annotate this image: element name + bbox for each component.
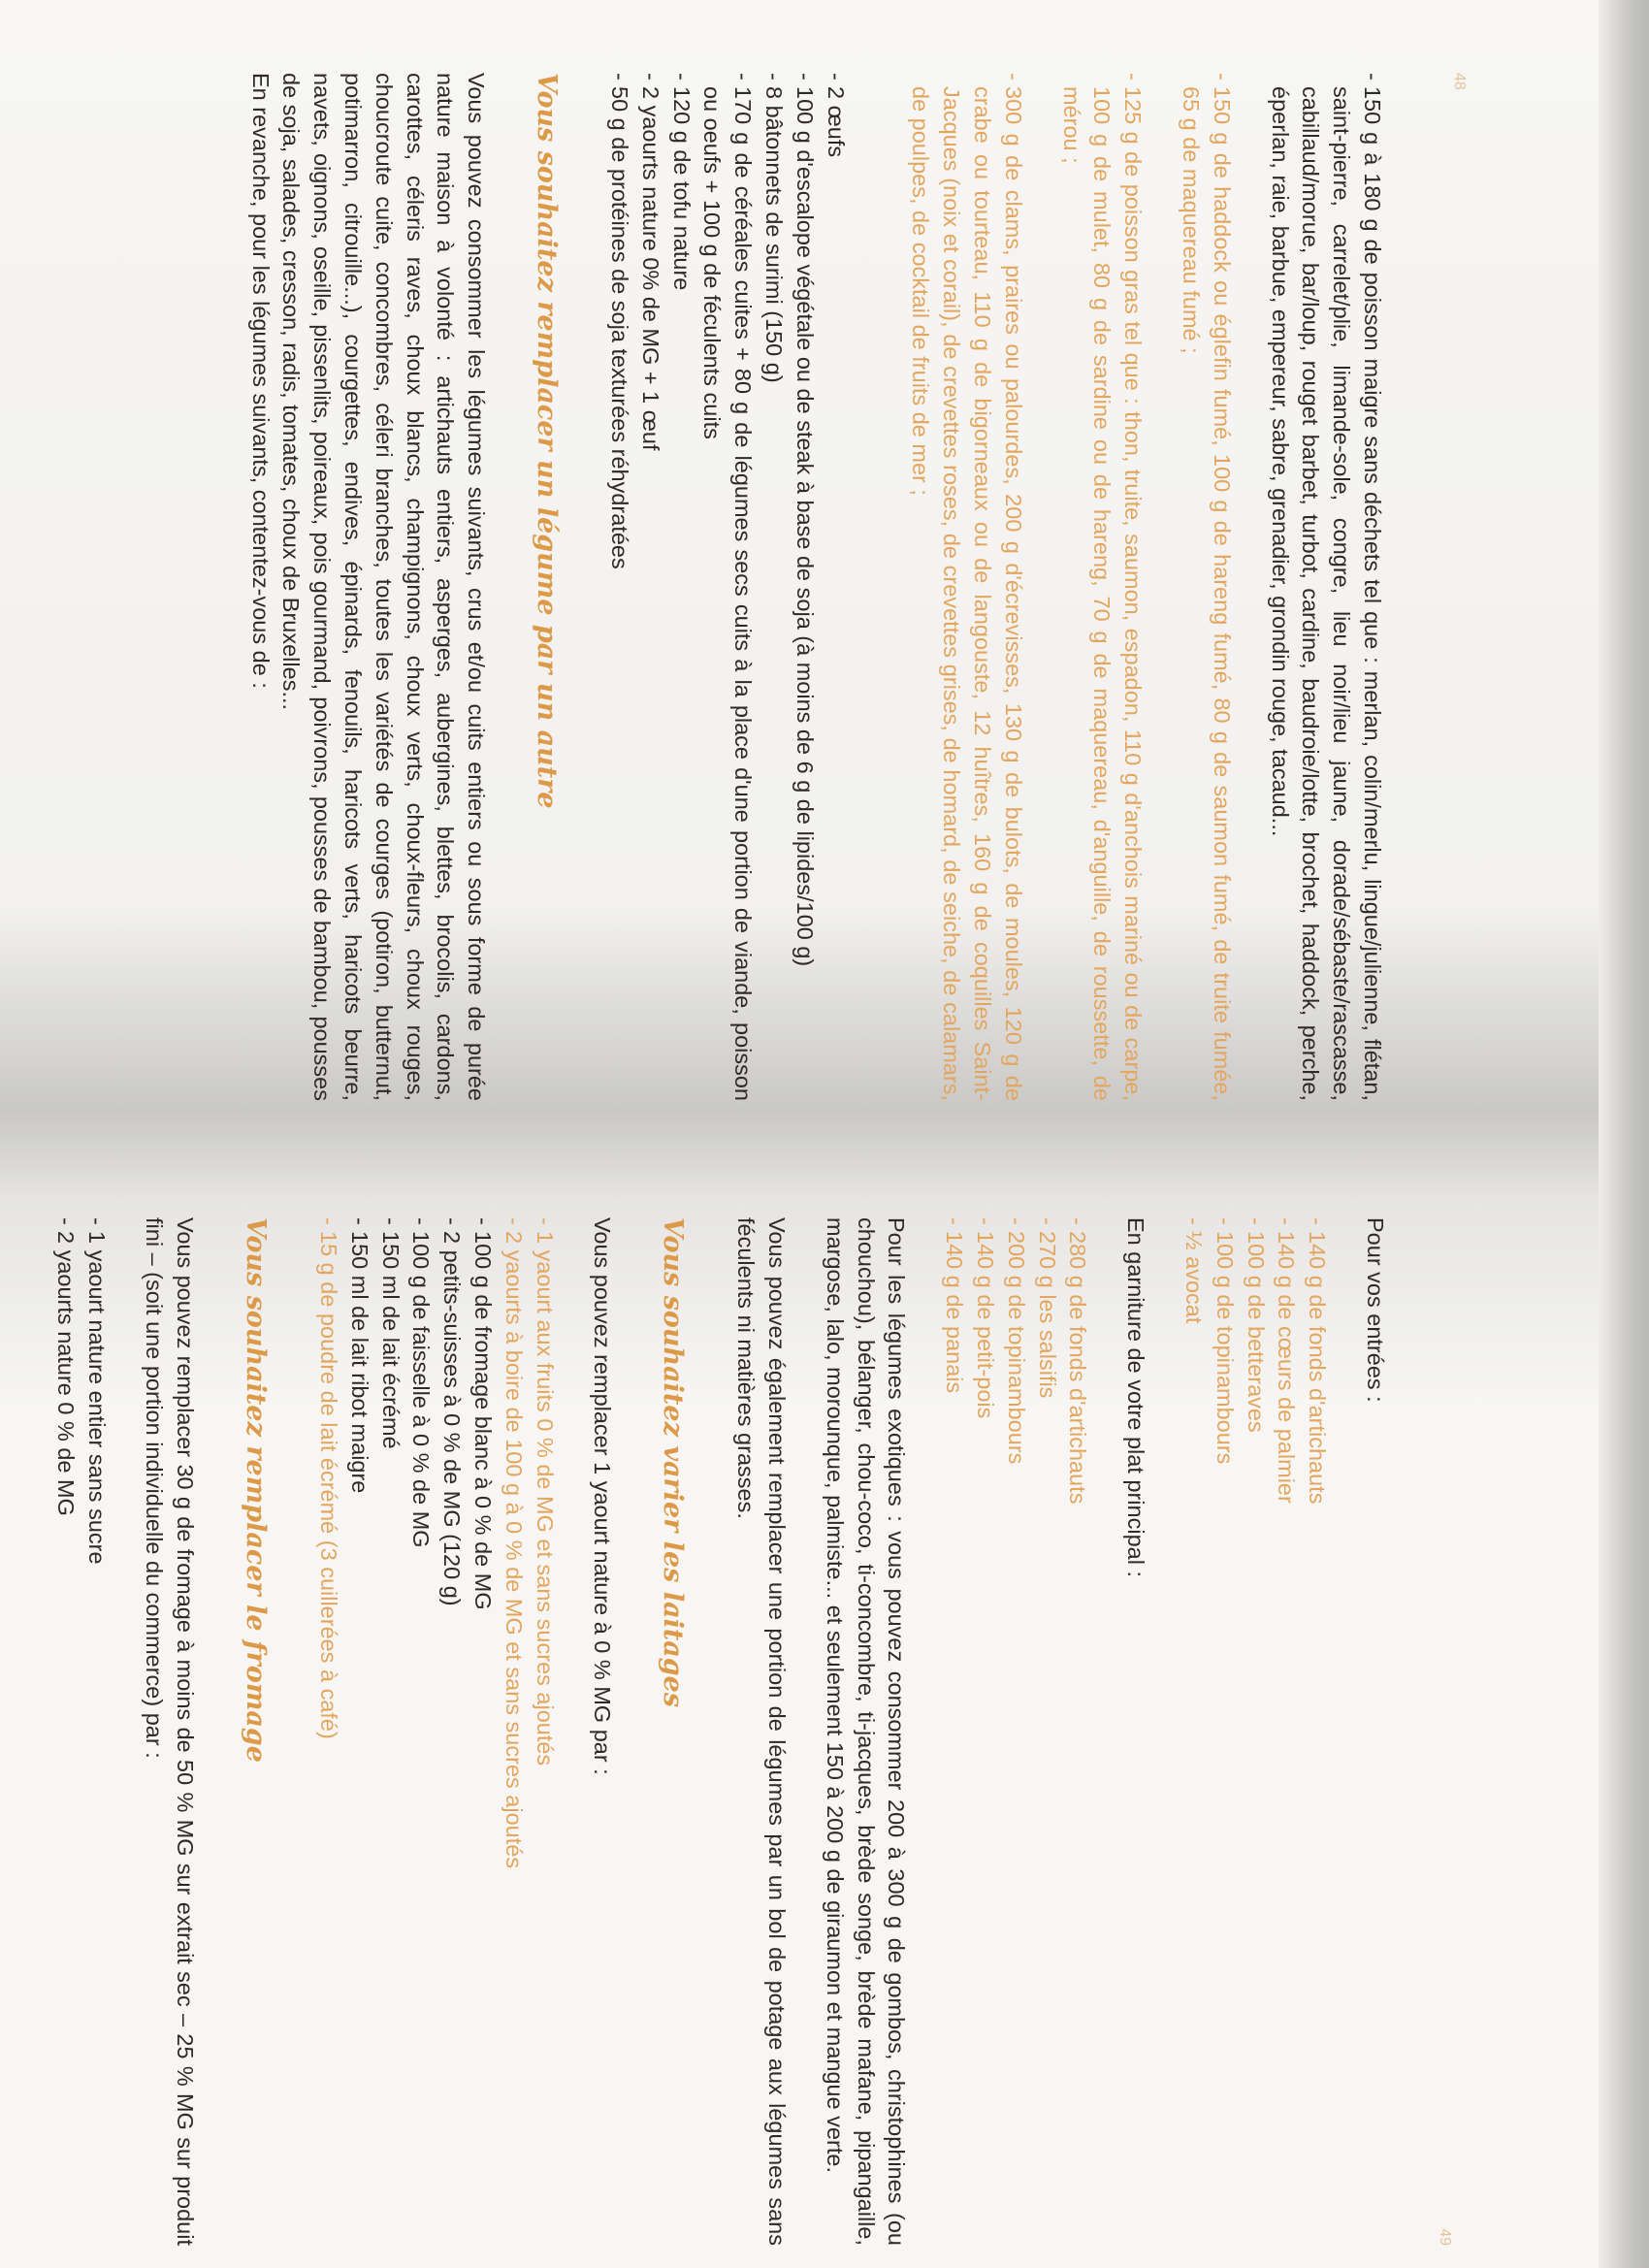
fish-list-item: - 125 g de poisson gras tel que : thon, truite, saumon, espadon, 110 g d'anchois mariné ou de carpe, 100 g de mulet, 80 g de sardine ou de hareng, 70 g de maquereau, d'anguille, de roussette, de mérou ; <box>1058 73 1147 1101</box>
list-item: - 1 yaourt aux fruits 0 % de MG et sans sucres ajoutés <box>532 1217 558 1766</box>
exotic-paragraph: Pour les légumes exotiques : vous pouvez consommer 200 à 300 g de gombos, christophines (ou chouchou), bélanger, chou-coco, ti-concombre, ti-jacques, brède songe, brède mafane, pipangaille, margose, lalo, morounque, palmiste... et seulement 150 à 200 g de giraumon et mangue verte. <box>822 1217 910 2246</box>
dairy-intro: Vous pouvez remplacer 1 yaourt nature à 0 % MG par : <box>590 1217 616 1775</box>
list-item: - 100 g de betteraves <box>1243 1217 1269 1433</box>
plat-intro: En garniture de votre plat principal : <box>1123 1217 1149 1577</box>
list-item: - 170 g de céréales cuites + 80 g de légumes secs cuits à la place d'une portion de viande, poisson ou oeufs + 100 g de féculents cuits <box>699 73 757 1101</box>
list-item: - 8 bâtonnets de surimi (150 g) <box>761 73 788 383</box>
plat-list <box>938 1217 1092 2246</box>
fish-list-item: - 300 g de clams, praires ou palourdes, 200 g d'écrevisses, 130 g de bulots, de moules, 120 g de crabe ou tourteau, 110 g de bigorneaux ou de langouste, 12 huîtres, 160 g de coquilles Saint-Jacques (noix et corail), de crevettes roses, de crevettes grises, de homard, de seiche, de calamars, de poulpes, de cocktail de fruits de mer ; <box>908 73 1026 1101</box>
cheese-intro: Vous pouvez remplacer 30 g de fromage à moins de 50 % MG sur extrait sec – 25 % MG sur produit fini – (soit une portion individuelle du commerce) par : <box>142 1217 199 2246</box>
list-item: - 280 g de fonds d'artichauts <box>1065 1217 1091 1505</box>
list-item: - 140 g de panais <box>942 1217 968 1394</box>
section-heading-vegetables: Vous souhaitez remplacer un légume par un autre <box>532 73 563 809</box>
cheese-list <box>49 1217 112 2246</box>
dairy-list <box>312 1217 559 2246</box>
list-item: - 100 g de topinambours <box>1212 1217 1238 1465</box>
vegetables-paragraph: Vous pouvez consommer les légumes suivants, crus et/ou cuits entiers ou sous forme de purée nature maison à volonté : artichauts entiers, asperges, aubergines, blettes, brocolis, cardons, carottes, céleris raves, choux blancs, champignons, choux verts, choux-fleurs, choux rouges, choucroute cuite, concombres, céleri branches, toutes les variétés de courges (potiron, butternut, potimarron, citrouille...), courgettes, endives, épinards, fenouils, haricots verts, haricots beurre, navets, oignons, oseille, pissenlits, poireaux, pois gourmand, poivrons, pousses de bambou, pousses de soja, salades, cresson, radis, tomates, choux de Bruxelles... <box>278 73 490 1101</box>
page-edge <box>1599 0 1649 2268</box>
right-page <box>52 1217 1479 2246</box>
list-item: - 200 g de topinambours <box>1003 1217 1029 1465</box>
list-item: - 140 g de petit-pois <box>973 1217 999 1419</box>
list-item: - ½ avocat <box>1181 1217 1208 1324</box>
protein-list <box>603 73 850 1101</box>
soup-paragraph: Vous pouvez également remplacer une portion de légumes par un bol de potage aux légumes sans féculents ni matières grasses. <box>733 1217 791 2246</box>
fish-list-item: - 150 g de haddock ou églefin fumé, 100 g de hareng fumé, 80 g de saumon fumé, de truite fumée, 65 g de maquereau fumé ; <box>1179 73 1235 1101</box>
fish-list-item: - 150 g à 180 g de poisson maigre sans déchets tel que : merlan, colin/merlu, lingue/julienne, flétan, saint-pierre, carrelet/plie, limande-sole, congre, lieu noir/lieu jaune, dorade/sébaste/rascasse, cabillaud/morue, bar/loup, rouget barbet, turbot, cardine, baudroie/lotte, brochet, haddock, perche, éperlan, raie, barbue, empereur, sabre, grenadier, grondin rouge, tacaud... <box>1267 73 1385 1101</box>
list-item: - 100 g de faisselle à 0 % de MG <box>408 1217 435 1548</box>
list-item: - 2 yaourts à boire de 100 g à 0 % de MG et sans sucres ajoutés <box>501 1217 527 1869</box>
list-item: - 2 petits-suisses à 0 % de MG (120 g) <box>439 1217 466 1606</box>
page-number-left: 48 <box>1451 73 1468 90</box>
list-item: - 100 g d'escalope végétale ou de steak à base de soja (à moins de 6 g de lipides/100 g) <box>792 73 818 967</box>
list-item: - 1 yaourt nature entier sans sucre <box>83 1217 110 1565</box>
list-item: - 270 g les salsifis <box>1034 1217 1060 1399</box>
list-item: - 150 ml de lait écrémé <box>377 1217 404 1449</box>
list-item: - 150 ml de lait ribot maigre <box>346 1217 372 1494</box>
list-item: - 2 yaourts nature 0 % de MG <box>52 1217 79 1516</box>
entrees-intro: Pour vos entrées : <box>1363 1217 1388 1403</box>
vegetables-closing: En revanche, pour les légumes suivants, contentez-vous de : <box>247 73 274 689</box>
list-item: - 2 yaourts nature 0% de MG + 1 œuf <box>637 73 663 451</box>
list-item: - 120 g de tofu nature <box>668 73 695 291</box>
list-item: - 2 œufs <box>823 73 849 158</box>
list-item: - 50 g de protéines de soja texturées réhydratées <box>607 73 633 569</box>
list-item: - 140 g de cœurs de palmier <box>1274 1217 1300 1504</box>
list-item: - 100 g de fromage blanc à 0 % de MG <box>470 1217 497 1610</box>
page-number-right: 49 <box>1437 2228 1453 2246</box>
list-item: - 15 g de poudre de lait écrémé (3 cuillerées à café) <box>316 1217 342 1739</box>
entrees-list <box>1178 1217 1332 2246</box>
section-heading-dairy: Vous souhaitez varier les laitages <box>658 1217 689 1708</box>
list-item: - 140 g de fonds d'artichauts <box>1305 1217 1331 1505</box>
left-page <box>78 73 1494 1101</box>
section-heading-cheese: Vous souhaitez remplacer le fromage <box>241 1217 272 1763</box>
